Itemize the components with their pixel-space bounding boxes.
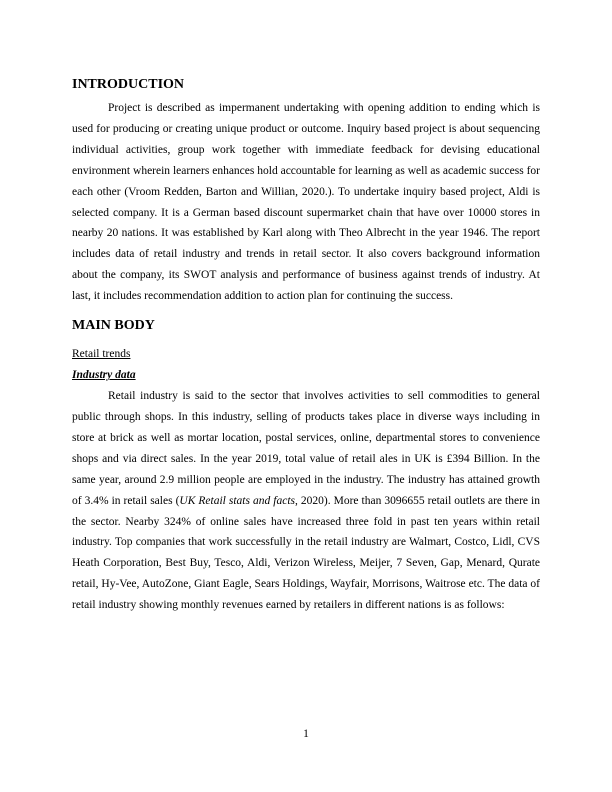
introduction-heading: INTRODUCTION [72,77,185,92]
industry-data-paragraph [72,386,540,616]
paragraph-text-start: Retail industry is said to the sector that involves activities to sell commodities to general public through shops. In this industry, selling of products takes place in diverse ways including in store at brick as well as mortar location, postal services, online, departmental stores to convenience shops and via direct sales. In the year 2019, total value of retail ales in UK is £394 Billion. In the same year, around 2.9 million people are employed in the industry. The industry has attained growth of 3.4% in retail sales ( [72,390,540,507]
industry-data-subheading: Industry data [72,369,136,382]
main-body-heading: MAIN BODY [72,318,155,334]
page-number: 1 [303,728,309,740]
introduction-paragraph: Project is described as impermanent undertaking with opening addition to ending which is used for producing or creating unique product or outcome. Inquiry based project is about sequencing individual activities, group work together with immediate feedback for devising educational environment wherein learners enhances hold accountable for learning as well as academic success for each other (Vroom Redden, Barton and Willian, 2020.). To undertake inquiry based project, Aldi is selected company. It is a German based discount supermarket chain that have over 10000 stores in nearby 20 nations. It was established by Karl along with Theo Albrecht in the year 1946. The report includes data of retail industry and trends in retail sector. It also covers background information about the company, its SWOT analysis and performance of business against trends of industry. At last, it includes recommendation addition to action plan for continuing the success. [72,102,540,303]
paragraph-text-end: , 2020). More than 3096655 retail outlets are there in the sector. Nearby 324% of online sales have increased three fold in past ten years within retail industry. Top companies that work successfully in the retail industry are Walmart, Costco, Lidl, CVS Heath Corporation, Best Buy, Tesco, Aldi, Verizon Wireless, Meijer, 7 Seven, Gap, Menard, Qurate retail, Hy-Vee, AutoZone, Giant Eagle, Sears Holdings, Wayfair, Morrisons, Waitrose etc. The data of retail industry showing monthly revenues earned by retailers in different nations is as follows: [72,494,540,612]
page-content [72,76,540,616]
retail-trends-subheading: Retail trends [72,348,131,361]
citation-title: UK Retail stats and facts [179,494,295,507]
